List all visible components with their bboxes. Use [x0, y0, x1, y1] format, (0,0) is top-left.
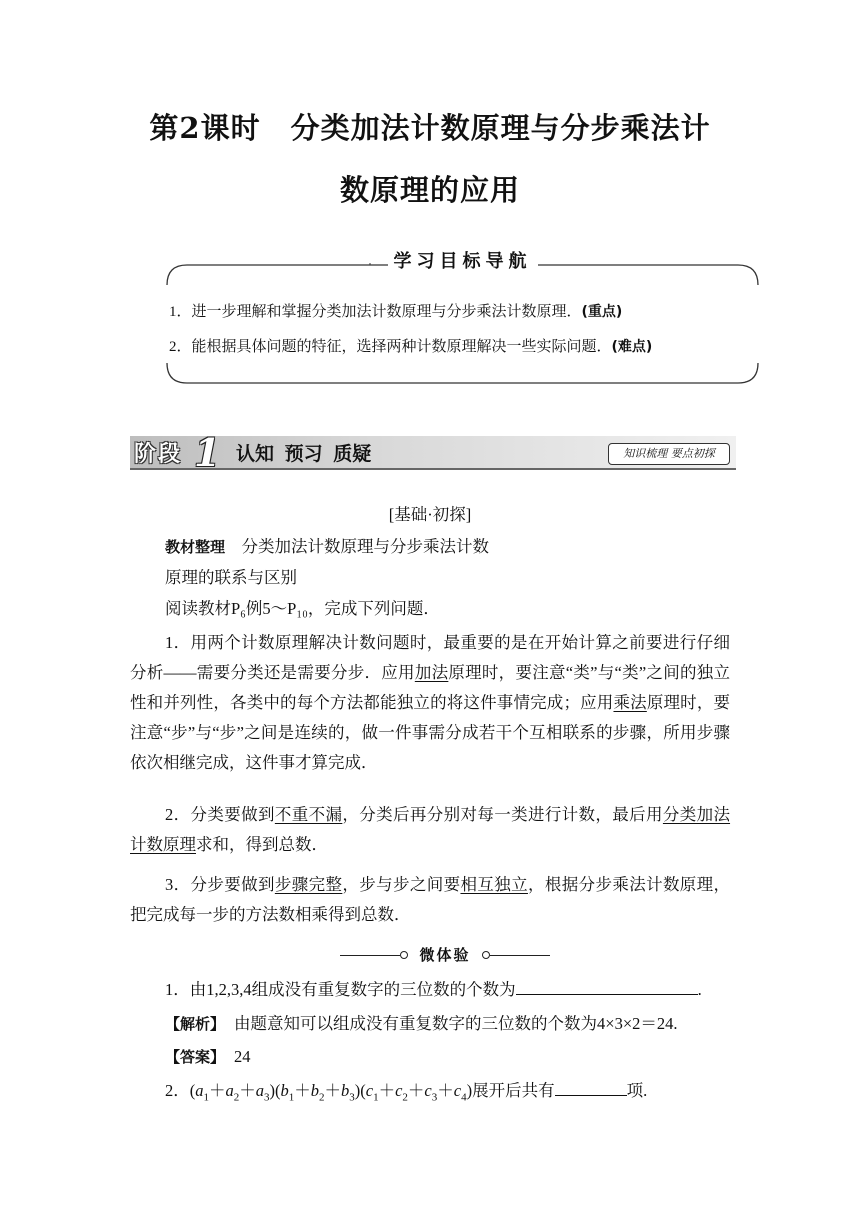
stage-tag: 知识梳理 要点初探	[608, 443, 730, 465]
point-3: 3．分步要做到步骤完整，步与步之间要相互独立，根据分步乘法计数原理，把完成每一步的方法数相乘得到总数．	[130, 875, 731, 924]
objectives-header: 学习目标导航	[165, 247, 760, 273]
answer: 【答案】 24	[165, 1047, 251, 1066]
section-label: [基础·初探]	[388, 505, 472, 524]
objectives-frame	[165, 263, 760, 385]
stage-word: 阶段	[134, 442, 183, 467]
objective-item-1: 1．进一步理解和掌握分类加法计数原理与分步乘法计数原理．(重点)	[169, 304, 623, 320]
material-heading: 教材整理 分类加法计数原理与分步乘法计数	[165, 537, 490, 556]
objective-item-2: 2．能根据具体问题的特征，选择两种计数原理解决一些实际问题．(难点)	[169, 339, 653, 355]
mini-experience-divider	[340, 943, 550, 967]
page-title-line1: 第2课时 分类加法计数原理与分步乘法计	[149, 111, 711, 145]
point-1: 1．用两个计数原理解决计数问题时，最重要的是在开始计算之前要进行仔细分析——需要分类还是需要分步．应用加法原理时，要注意“类”与“类”之间的独立性和并列性，各类中的每个方法都能独立的将这件事情完成；应用乘法原理时，要注意“步”与“步”之间是连续的，做一件事需分成若干个互相联系的步骤，所用步骤依次相继完成，这件事才算完成．	[130, 633, 731, 772]
analysis: 【解析】 由题意知可以组成没有重复数字的三位数的个数为4×3×2＝24.	[165, 1014, 678, 1033]
page-title-line2: 数原理的应用	[339, 173, 520, 207]
stage-banner	[130, 430, 736, 475]
material-heading-cont: 原理的联系与区别	[165, 568, 297, 587]
question-2: 2．$(a_1+a_2+a_3)(b_1+b_2+b_3)(c_1+c_2+c_3+c_4)$展开后共有 项.	[165, 1076, 647, 1112]
stage-number: 1	[194, 430, 221, 475]
reading-instruction: 阅读教材P₆例5～P₁₀，完成下列问题．	[165, 599, 440, 618]
objectives-box	[165, 251, 760, 383]
question-1: 1．由1,2,3,4组成没有重复数字的三位数的个数为 .	[165, 975, 702, 1005]
mini-experience-header: 微体验	[419, 946, 471, 964]
stage-title: 认知 预习 质疑	[236, 443, 372, 465]
point-2: 2．分类要做到不重不漏，分类后再分别对每一类进行计数，最后用分类加法计数原理求和，得到总数．	[130, 805, 731, 854]
